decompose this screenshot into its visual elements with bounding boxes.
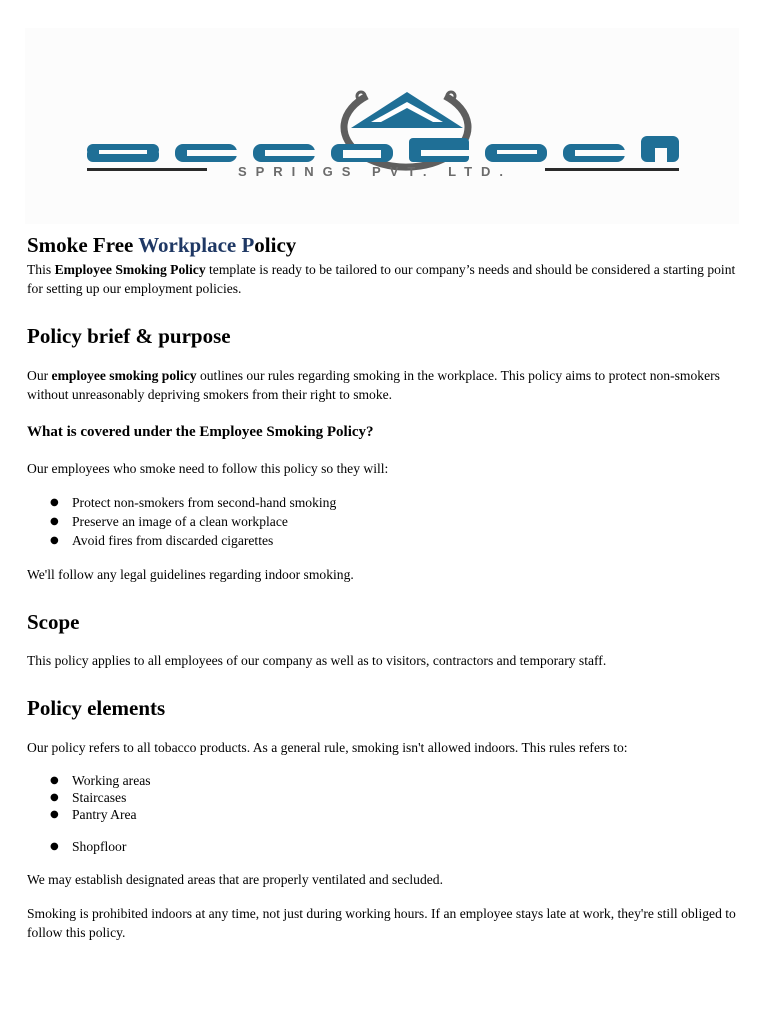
- heading-covered: What is covered under the Employee Smoking Policy?: [27, 424, 374, 440]
- list-item: ● Working areas: [72, 772, 768, 789]
- elements-list-extra: [27, 837, 768, 856]
- list-item: ● Shopfloor: [72, 837, 768, 856]
- page-title: Smoke Free Workplace Policy: [27, 233, 297, 257]
- logo-tagline: SPRINGS PVT. LTD.: [237, 164, 513, 179]
- brief-paragraph: Our employee smoking policy outlines our rules regarding smoking in the workplace. This policy aims to protect non-smokers without unreasonably depriving smokers from their right to smoke.: [27, 368, 720, 402]
- list-item: ● Protect non-smokers from second-hand smoking: [72, 493, 768, 512]
- list-item: ● Avoid fires from discarded cigarettes: [72, 531, 768, 550]
- covered-lead: Our employees who smoke need to follow this policy so they will:: [27, 461, 389, 476]
- covered-after: We'll follow any legal guidelines regarding indoor smoking.: [27, 567, 354, 582]
- elements-lead: Our policy refers to all tobacco products. As a general rule, smoking isn't allowed indoors. This rules refers to:: [27, 740, 628, 755]
- heading-policy-brief: Policy brief & purpose: [27, 324, 231, 348]
- heading-policy-elements: Policy elements: [27, 696, 166, 720]
- list-item: ● Pantry Area: [72, 806, 768, 823]
- elements-paragraph-1: We may establish designated areas that are properly ventilated and secluded.: [27, 872, 443, 887]
- covered-list: [27, 493, 768, 550]
- company-logo: [25, 28, 739, 224]
- list-item: ● Preserve an image of a clean workplace: [72, 512, 768, 531]
- elements-list: [27, 772, 768, 823]
- elements-paragraph-2: Smoking is prohibited indoors at any time, not just during working hours. If an employee stays late at work, they're still obliged to follow this policy.: [27, 906, 736, 940]
- intro-paragraph: This Employee Smoking Policy template is ready to be tailored to our company’s needs and should be considered a starting point for setting up our employment policies.: [27, 262, 736, 296]
- scope-paragraph: This policy applies to all employees of our company as well as to visitors, contractors and temporary staff.: [27, 653, 607, 668]
- list-item: ● Staircases: [72, 789, 768, 806]
- heading-scope: Scope: [27, 610, 80, 634]
- accutech-logo-graphic: [25, 28, 739, 224]
